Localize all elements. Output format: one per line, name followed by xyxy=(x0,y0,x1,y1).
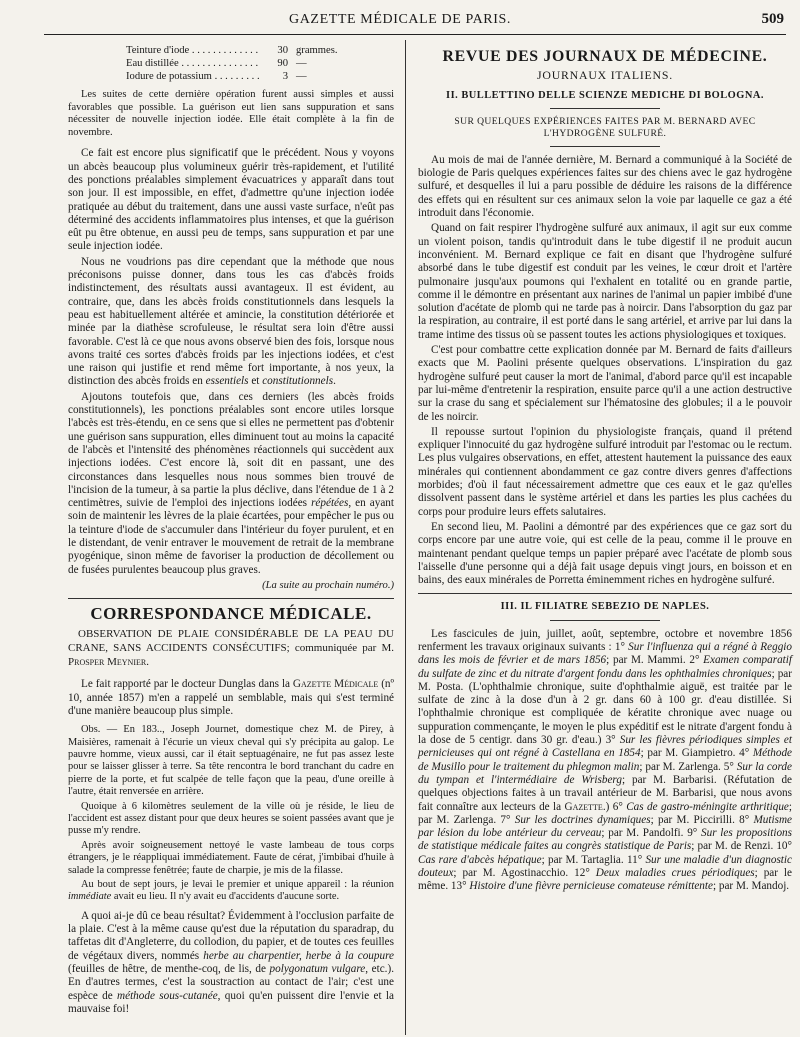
observation-heading: OBSERVATION DE PLAIE CONSIDÉRABLE DE LA PEAU DU CRANE, SANS ACCIDENTS CONSÉCUTIFS; communiquée par M. Prosper Meynier. xyxy=(68,628,394,668)
observation-body xyxy=(68,724,394,904)
journal-heading: III. IL FILIATRE SEBEZIO DE NAPLES. xyxy=(500,601,710,613)
header-rule xyxy=(44,34,786,35)
paragraph: Il repousse surtout l'opinion du physiologiste français, quand il prétend expliquer l'innocuité du gaz hydrogène sulfuré introduit par l'estomac ou le rectum. Les plus vulgaires observations, en effet, attestent hautement la puissance des eaux minérales qui contiennent abondamment ce gaz contre divers genres d'affections morbides; d'où il faut nécessairement admettre que ces eaux et le gaz qu'elles dissolvent passent dans le système artériel et dans les parties les plus cachées du corps pour produire leurs effets salutaires. xyxy=(418,425,792,518)
column-divider xyxy=(405,40,406,1035)
formula-list xyxy=(68,44,394,83)
short-rule xyxy=(550,620,660,621)
paragraph-suites: Les suites de cette dernière opération furent aussi simples et aussi favorables que possible. La guérison eut lien sans suppuration et sans nécessiter de nouvelle injection iodée. Elle était complète à la fin de novembre. xyxy=(68,89,394,138)
journal-heading: II. BULLETTINO DELLE SCIENZE MEDICHE DI BOLOGNA. xyxy=(446,89,764,101)
article-heading: SUR QUELQUES EXPÉRIENCES FAITES PAR M. BERNARD AVEC L'HYDROGÈNE SULFURÉ. xyxy=(454,115,756,139)
formula-row xyxy=(68,44,394,57)
page-number: 509 xyxy=(761,11,784,27)
ingredient-name: Teinture d'iode . . . xyxy=(126,44,260,57)
formula-row xyxy=(68,70,394,83)
ingredient-qty: 30 xyxy=(277,45,288,56)
ingredient-qty: 90 xyxy=(277,58,288,69)
ingredient-unit: — xyxy=(296,71,307,82)
paragraph: En second lieu, M. Paolini a démontré par des expériences que ce gaz sort du corps encore par une autre voie, qui est celle de la peau, comme il le prouve en maintenant pendant quelque temps un papier préparé avec l'acétate de plomb sous l'aisselle d'une personne qui a déjà fait usage depuis vingt jours, en boisson et en bains, des eaux minérales de Porretta éminemment riches en hydrogène sulfuré. xyxy=(418,520,792,587)
ingredient-name: Iodure de potassium . . . xyxy=(126,70,260,83)
right-column xyxy=(418,44,792,896)
running-header xyxy=(0,8,800,30)
paragraph: Ajoutons toutefois que, dans ces derniers (les abcès froids constitutionnels), les ponctions préalables sont encore utiles lorsque l'abcès est très-étendu, en ce sens que si elles ne permettent pas d'obtenir une guérison sans suppuration, elles diminuent tout au moins la capacité de l'abcès et l'intensité des phénomènes réactionnels qui succèdent aux injections iodées. C'est encore là, soit dit en passant, une des circonstances dans lesquelles nous nous sommes bien trouvé de l'incision de la tumeur, à sa partie la plus déclive, dans l'étendue de 1 à 2 centimètres, suivie de l'emploi des injections iodées répétées, en ayant soin de maintenir les lèvres de la plaie écartées, pour empêcher le pus ou la teinture d'iode de s'accumuler dans l'intérieur du foyer purulent, et en le distendant, de venir entraver le mouvement de retrait de la membrane pyogénique, sinon même de favoriser la production de décollement ou de fusées purulentes beaucoup plus graves. xyxy=(68,390,394,576)
formula-row xyxy=(68,57,394,70)
section-divider xyxy=(418,593,792,594)
section-title: CORRESPONDANCE MÉDICALE. xyxy=(90,604,372,624)
observation-paragraph: Quoique à 6 kilomètres seulement de la ville où je réside, le lieu de l'accident est assez distant pour que deux heures se soient passées avant que je pusse m'y rendre. xyxy=(68,800,394,837)
paragraph: Nous ne voudrions pas dire cependant que la méthode que nous préconisons puisse donner, dans tous les cas d'abcès froids indistinctement, des résultats aussi avantageux. Il est évident, au contraire, que, dans les abcès froids constitutionnels dans lesquels la peau est habituellement altérée et amincie, la constitution détériorée et minée par la diathèse scrofuleuse, le résultat sera loin d'être aussi favorable. C'est là ce que nous avons observé bien des fois, lorsque nous avons traité ces sortes d'abcès froids par les injections iodées, et c'est une raison qui justifie et rend même fort importante, à nos yeux, la distinction des abcès froids en essentiels et constitutionnels. xyxy=(68,255,394,388)
ingredient-qty: 3 xyxy=(282,71,288,82)
section-divider xyxy=(68,598,394,599)
journal-title: GAZETTE MÉDICALE DE PARIS. xyxy=(289,12,511,27)
short-rule xyxy=(550,108,660,109)
paragraph: A quoi ai-je dû ce beau résultat? Évidemment à l'occlusion parfaite de la plaie. C'est à la même cause qu'est due la réputation du sparadrap, du taffetas dit d'Angleterre, du collodion, du papier, et de toutes ces feuilles de végétaux divers, nommés herbe au charpentier, herbe à la coupure (feuilles de hêtre, de menthe-coq, de lis, de polygonatum vulgare, etc.). En d'autres termes, c'est la soustraction au contact de l'air; c'est une espèce de méthode sous-cutanée, quoi qu'en puissent dire l'envie et la mauvaise foi! xyxy=(68,909,394,1015)
section-title: REVUE DES JOURNAUX DE MÉDECINE. xyxy=(442,48,768,65)
continuation-note: (La suite au prochain numéro.) xyxy=(262,579,394,591)
section-subtitle: JOURNAUX ITALIENS. xyxy=(536,68,673,83)
paragraph-article-list: Les fascicules de juin, juillet, août, septembre, octobre et novembre 1856 renferment les travaux originaux suivants : 1° Sur l'influenza qui a régné à Reggio dans les mois de février et de mars 1856; par M. Mammi. 2° Examen comparatif du sulfate de zinc et du nitrate d'argent fondu dans les ophthalmies chroniques; par M. Posta. (L'ophthalmie chronique, suite d'ophthalmie aiguë, est traitée par le sulfate de zinc à la dose d'un à 2 gr. dans 60 à 100 gr. d'eau distillée. Si l'ophthalmie chronique est compliquée de kératite chronique avec nuage ou suppuration commençante, le moyen le plus expéditif est le nitrate d'argent fondu à la dose de 5 centigr. dans 30 gr. d'eau.) 3° Sur les fièvres périodiques simples et pernicieuses qui ont régné à Castellana en 1854; par M. Giampietro. 4° Méthode de Musillo pour le traitement du phlegmon malin; par M. Zarlenga. 5° Sur la corde du tympan et l'intermédiaire de Wrisberg; par M. Barbarisi. (Réfutation de quelques objections faites à un travail antérieur de M. Barbarisi, que nous avons fait connaître aux lecteurs de la Gazette.) 6° Cas de gastro-méningite arthritique; par M. Zarlenga. 7° Sur les doctrines dynamiques; par M. Piccirilli. 8° Mutisme par lésion du lobe antérieur du cerveau; par M. Pandolfi. 9° Sur les propositions de statistique médicale faites au congrès statistique de Paris; par M. de Renzi. 10° Cas rare d'abcès hépatique; par M. Tartaglia. 11° Sur une maladie d'un diagnostic douteux; par M. Agostinacchio. 12° Deux maladies crues périodiques; par le même. 13° Histoire d'une fièvre pernicieuse comateuse rémittente; par M. Mandoj. xyxy=(418,627,793,893)
observation-paragraph: Obs. — En 183.., Joseph Journet, domestique chez M. de Pirey, à Maisières, ramenait à l'écurie un vieux cheval qui s'y précipita au galop. Le pauvre homme, vieux aussi, car il était septuagénaire, ne fut pas assez leste pour se laisser glisser à terre. Sa tête rencontra le bord tranchant du cadre en pierre de la porte, et fut scalpée de telle façon que la peau, d'une oreille à l'autre, était renversée en arrière. xyxy=(68,724,394,798)
observation-paragraph: Après avoir soigneusement nettoyé le vaste lambeau de tous corps étrangers, je le réappliquai immédiatement. Faute de cérat, j'imbibai d'huile à salade la compresse fenêtrée; faute de charpie, je mis de la filasse. xyxy=(68,839,394,876)
observation-paragraph: Au bout de sept jours, je levai le premier et unique appareil : la réunion immédiate avait eu lieu. Il n'y avait eu d'accidents d'aucune sorte. xyxy=(68,879,394,903)
ingredient-unit: — xyxy=(296,58,307,69)
short-rule xyxy=(550,146,660,147)
left-column xyxy=(68,44,394,1018)
paragraph: C'est pour combattre cette explication donnée par M. Bernard de faits d'ailleurs exacts que M. Paolini présente quelques observations. L'inspiration du gaz hydrogène sulfuré peut causer la mort de l'animal, d'abord parce qu'il est incapable par lui-même d'entretenir la respiration, ensuite parce qu'il a une action destructive sur la crase du sang et spécialement sur l'hématosine des globules; il a le pouvoir de les noircir. xyxy=(418,344,792,423)
paragraph: Quand on fait respirer l'hydrogène sulfuré aux animaux, il agit sur eux comme un violent poison, tandis qu'introduit dans le tube digestif il ne produit aucun inconvénient. M. Bernard explique ce fait en disant que l'hydrogène sulfuré absorbé dans le tube digestif est conduit par les veines, le cœur droit et l'artère pulmonaire jusqu'aux poumons qui l'exhalent en totalité ou en grande partie, comme il le démontre en présentant aux narines de l'animal un papier imbibé d'une solution d'acétate de plomb qui ne tarde pas à noircir. Dans l'absorption du gaz par la respiration, au contraire, il est porté dans le sang artériel, et arrive par lui dans la trame intime des tissus où se passent toutes les actions physiologiques et toxiques. xyxy=(418,222,792,341)
paragraph: Ce fait est encore plus significatif que le précédent. Nous y voyons un abcès beaucoup plus volumineux guérir très-rapidement, et l'utilité des ponctions préalables simplement évacuatrices y apparaît dans tout son jour. Il est impossible, en effet, d'admettre qu'une injection iodée pratiquée au début du traitement, dans une aussi vaste surface, n'eût pas déterminé des accidents inflammatoires plus intenses, et que la guérison eût pu être obtenue, en aussi peu de temps, sans suppuration et par une seule injection iodée. xyxy=(68,147,394,253)
paragraph: Au mois de mai de l'année dernière, M. Bernard a communiqué à la Société de biologie de Paris quelques expériences faites sur des chiens avec le gaz hydrogène sulfuré, et desquelles il lui a paru possible de déduire les raisons de la différence des effets qui en résultent sur ces animaux selon la voie par laquelle ce gaz a été introduit dans l'économie. xyxy=(418,153,792,220)
ingredient-name: Eau distillée . . . xyxy=(126,57,260,70)
paragraph: Le fait rapporté par le docteur Dunglas dans la Gazette Médicale (nº 10, année 1857) m'en a rappelé un semblable, mais qui s'est terminé d'une manière beaucoup plus simple. xyxy=(68,678,394,717)
ingredient-unit: grammes. xyxy=(296,45,338,56)
